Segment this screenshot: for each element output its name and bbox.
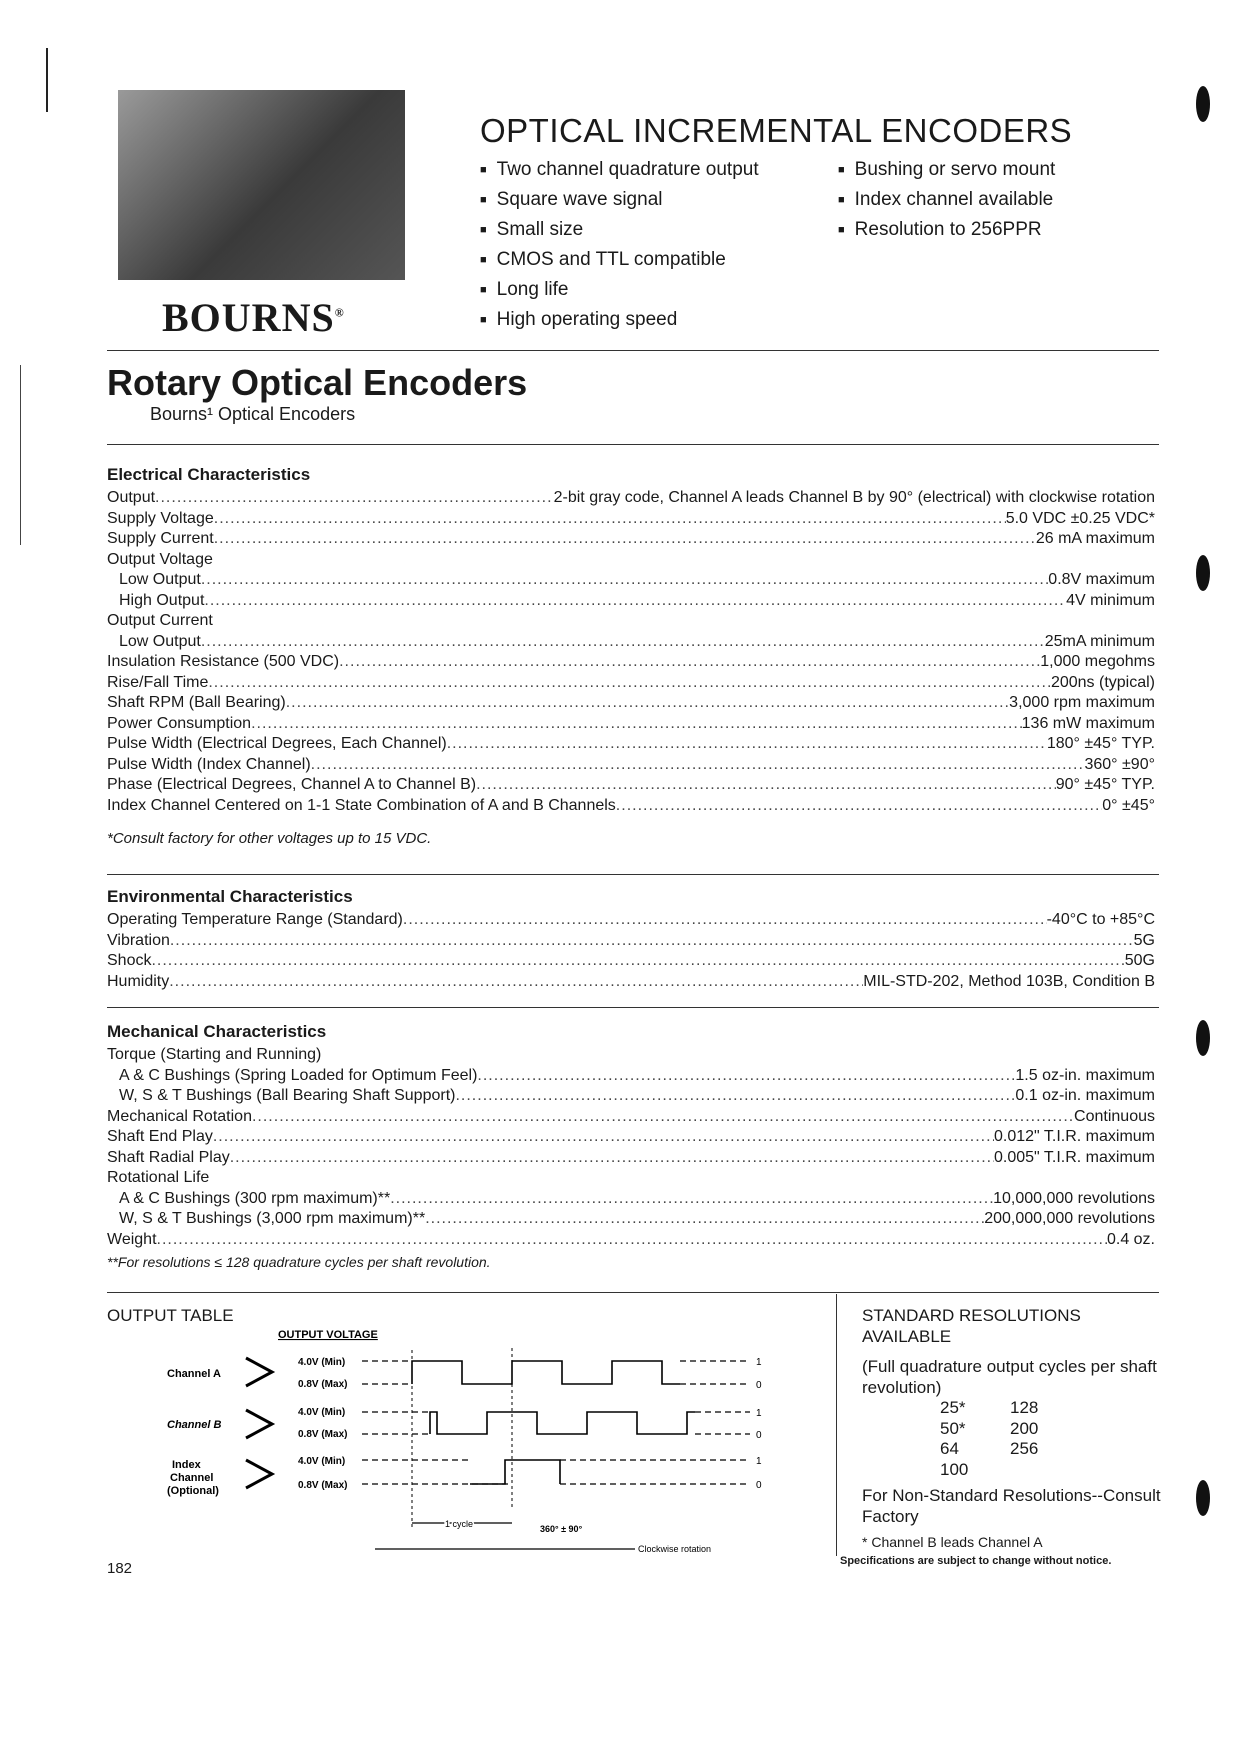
leader-dots — [425, 1209, 984, 1230]
spec-value: 5.0 VDC ±0.25 VDC* — [1005, 509, 1155, 527]
mechanical-characteristics — [107, 1022, 1155, 1270]
leader-dots — [204, 591, 1066, 612]
level-one: 1 — [756, 1408, 762, 1419]
index-label: Channel — [170, 1472, 214, 1484]
resolutions-grid — [940, 1398, 1162, 1480]
spec-label: Torque (Starting and Running) — [107, 1046, 322, 1063]
channel-a-waveform — [412, 1361, 680, 1384]
spec-row — [107, 714, 1155, 735]
spec-value: 1.5 oz-in. maximum — [1015, 1066, 1155, 1084]
spec-row — [107, 632, 1155, 653]
header-divider — [107, 350, 1159, 351]
spec-row — [107, 488, 1155, 509]
leader-dots — [311, 755, 1085, 776]
spec-row — [107, 1230, 1155, 1251]
scan-mark — [46, 48, 48, 112]
spec-value: 4V minimum — [1066, 591, 1155, 609]
cycle-label: 1 cycle — [445, 1519, 474, 1529]
spec-row — [107, 1107, 1155, 1128]
spec-value: 180° ±45° TYP. — [1046, 735, 1155, 752]
nonstandard-note: For Non-Standard Resolutions--Consult Factory — [862, 1486, 1161, 1526]
chevron-icon — [246, 1460, 272, 1488]
resolution-value: 64 — [940, 1439, 959, 1458]
spec-value: 26 mA maximum — [1035, 530, 1155, 547]
spec-label: Shaft End Play — [107, 1128, 213, 1145]
feature-item: ■ High operating speed — [480, 305, 759, 335]
spec-row — [107, 972, 1155, 993]
leader-dots — [252, 1107, 1074, 1128]
scan-mark — [20, 365, 21, 545]
level-zero: 0 — [756, 1380, 762, 1391]
voltage-high-label: 4.0V (Min) — [298, 1456, 346, 1467]
spec-label: High Output — [119, 591, 205, 609]
section-heading: Mechanical Characteristics — [107, 1022, 327, 1041]
feature-item: ■ Long life — [480, 275, 759, 305]
feature-item: ■ Resolution to 256PPR — [838, 215, 1055, 245]
spec-row — [107, 775, 1155, 796]
spec-label: Rise/Fall Time — [107, 673, 209, 691]
level-zero: 0 — [756, 1430, 762, 1441]
channel-b-label: Channel B — [167, 1419, 222, 1431]
spec-value: 0.8V maximum — [1048, 571, 1155, 588]
footnote: *Consult factory for other voltages up to 15 VDC. — [107, 830, 432, 847]
spec-label: Output — [107, 489, 156, 506]
level-one: 1 — [756, 1456, 762, 1467]
leader-dots — [477, 1066, 1015, 1087]
spec-value: 136 mW maximum — [1021, 714, 1155, 732]
resolutions-footnote: * Channel B leads Channel A — [862, 1534, 1043, 1550]
section-divider — [107, 1292, 1159, 1293]
voltage-high-label: 4.0V (Min) — [298, 1407, 346, 1418]
spec-value: -40°C to +85°C — [1046, 911, 1155, 928]
channel-a-label: Channel A — [167, 1368, 221, 1380]
spec-label: Rotational Life — [107, 1169, 210, 1186]
spec-label: W, S & T Bushings (Ball Bearing Shaft Support) — [119, 1087, 456, 1104]
spec-label: Low Output — [119, 571, 201, 588]
output-voltage-label: OUTPUT VOLTAGE — [278, 1329, 378, 1341]
resolutions-title: AVAILABLE — [862, 1326, 952, 1346]
punch-hole-mark — [1196, 1020, 1210, 1056]
spec-label: Weight — [107, 1230, 157, 1248]
leader-dots — [339, 652, 1040, 673]
electrical-characteristics — [107, 465, 1155, 847]
resolution-value: 200 — [1010, 1418, 1039, 1438]
spec-label: Pulse Width (Index Channel) — [107, 755, 311, 773]
spec-value: 200ns (typical) — [1050, 673, 1155, 691]
leader-dots — [208, 673, 1051, 694]
leader-dots — [251, 714, 1022, 735]
index-label: Index — [172, 1459, 201, 1471]
punch-hole-mark — [1196, 86, 1210, 122]
spec-label: A & C Bushings (Spring Loaded for Optimum Feel) — [119, 1066, 478, 1084]
leader-dots — [286, 693, 1009, 714]
spec-value: 10,000,000 revolutions — [993, 1189, 1155, 1207]
level-zero: 0 — [756, 1480, 762, 1491]
spec-label: Humidity — [107, 972, 170, 990]
resolution-value: 256 — [1010, 1439, 1039, 1458]
resolutions-desc: (Full quadrature output cycles per shaft revolution) — [862, 1357, 1157, 1397]
spec-label: Supply Current — [107, 530, 214, 547]
voltage-low-label: 0.8V (Max) — [298, 1379, 348, 1390]
spec-label: Output Voltage — [107, 550, 213, 568]
spec-label: Insulation Resistance (500 VDC) — [107, 653, 340, 670]
spec-row — [107, 1189, 1155, 1210]
voltage-low-label: 0.8V (Max) — [298, 1480, 348, 1491]
spec-row — [107, 693, 1155, 714]
voltage-high-label: 4.0V (Min) — [298, 1357, 346, 1368]
disclaimer: Specifications are subject to change without notice. — [840, 1555, 1112, 1567]
leader-dots — [447, 734, 1047, 755]
leader-dots — [214, 529, 1036, 550]
resolution-value: 25* — [940, 1398, 966, 1417]
spec-label: Shaft Radial Play — [107, 1148, 230, 1166]
spec-label: Pulse Width (Electrical Degrees, Each Channel) — [107, 735, 447, 752]
spec-value: MIL-STD-202, Method 103B, Condition B — [863, 972, 1155, 990]
spec-value: 5G — [1133, 931, 1155, 949]
spec-row — [107, 951, 1155, 972]
level-one: 1 — [756, 1357, 762, 1368]
page-subtitle: Bourns¹ Optical Encoders — [150, 404, 356, 424]
leader-dots — [230, 1148, 994, 1169]
spec-value: 0.005" T.I.R. maximum — [994, 1148, 1155, 1166]
leader-dots — [157, 1230, 1107, 1251]
spec-row — [107, 591, 1155, 612]
spec-value: Continuous — [1074, 1107, 1155, 1125]
leader-dots — [213, 1127, 994, 1148]
channel-b-waveform — [430, 1412, 695, 1434]
spec-label: Shaft RPM (Ball Bearing) — [107, 694, 286, 711]
spec-value: 0.1 oz-in. maximum — [1015, 1087, 1155, 1104]
spec-row — [107, 1127, 1155, 1148]
spec-row — [107, 1086, 1155, 1107]
spec-row — [107, 755, 1155, 776]
bourns-logo: BOURNS® — [162, 295, 345, 340]
spec-row — [107, 734, 1155, 755]
output-waveform-diagram — [150, 1320, 790, 1560]
spec-value: 360° ±90° — [1084, 755, 1155, 773]
resolution-value — [1010, 1460, 1070, 1481]
spec-value: 0.4 oz. — [1106, 1230, 1155, 1248]
spec-row — [107, 550, 1155, 571]
spec-row — [107, 529, 1155, 550]
leader-dots — [214, 509, 1006, 530]
spec-list — [107, 488, 1155, 816]
footnote: **For resolutions ≤ 128 quadrature cycles per shaft revolution. — [107, 1254, 491, 1270]
leader-dots — [201, 632, 1045, 653]
section-heading: Electrical Characteristics — [107, 465, 311, 484]
spec-label: W, S & T Bushings (3,000 rpm maximum)** — [119, 1210, 426, 1227]
feature-item: ■ Square wave signal — [480, 185, 759, 215]
spec-row — [107, 652, 1155, 673]
features-left — [480, 155, 759, 335]
spec-row — [107, 931, 1155, 952]
rotation-label: Clockwise rotation — [638, 1544, 712, 1554]
spec-row — [107, 1066, 1155, 1087]
standard-resolutions — [862, 1306, 1162, 1527]
leader-dots — [403, 910, 1047, 931]
leader-dots — [476, 775, 1056, 796]
title-divider — [107, 444, 1159, 445]
index-label: (Optional) — [167, 1485, 219, 1497]
spec-row — [107, 1148, 1155, 1169]
feature-item: ■ Index channel available — [838, 185, 1055, 215]
features-right — [838, 155, 1055, 245]
leader-dots — [155, 488, 554, 509]
spec-value: 2-bit gray code, Channel A leads Channel B by 90° (electrical) with clockwise rotation — [553, 489, 1155, 506]
chevron-icon — [246, 1410, 272, 1438]
leader-dots — [151, 951, 1124, 972]
spec-list — [107, 1045, 1155, 1250]
spec-row — [107, 611, 1155, 632]
spec-label: Power Consumption — [107, 714, 252, 732]
spec-label: Phase (Electrical Degrees, Channel A to Channel B) — [107, 776, 477, 793]
output-table-title: OUTPUT TABLE — [107, 1306, 234, 1325]
spec-value: 50G — [1124, 952, 1155, 969]
punch-hole-mark — [1196, 555, 1210, 591]
spec-label: Shock — [107, 952, 152, 969]
leader-dots — [455, 1086, 1015, 1107]
spec-value: 200,000,000 revolutions — [984, 1210, 1155, 1227]
feature-item: ■ Two channel quadrature output — [480, 155, 759, 185]
leader-dots — [616, 796, 1102, 817]
spec-value: 3,000 rpm maximum — [1009, 694, 1155, 711]
spec-label: Output Current — [107, 612, 213, 629]
page-title: Rotary Optical Encoders — [107, 362, 528, 403]
resolution-value: 128 — [1010, 1398, 1039, 1417]
leader-dots — [390, 1189, 993, 1210]
spec-row — [107, 1168, 1155, 1189]
resolutions-title: STANDARD RESOLUTIONS — [862, 1306, 1081, 1325]
page-number: 182 — [107, 1560, 133, 1577]
environmental-characteristics — [107, 887, 1155, 992]
encoder-product-photo — [118, 90, 405, 280]
feature-item: ■ CMOS and TTL compatible — [480, 245, 759, 275]
index-waveform — [470, 1460, 560, 1484]
feature-item: ■ Small size — [480, 215, 759, 245]
spec-value: 90° ±45° TYP. — [1055, 776, 1155, 793]
spec-label: Vibration — [107, 931, 170, 949]
chevron-icon — [246, 1358, 272, 1386]
spec-value: 0.012" T.I.R. maximum — [994, 1128, 1155, 1145]
index-width-label: 360° ± 90° — [540, 1524, 583, 1534]
column-divider — [836, 1294, 837, 1556]
resolution-value: 100 — [940, 1459, 969, 1479]
spec-row — [107, 1209, 1155, 1230]
voltage-low-label: 0.8V (Max) — [298, 1429, 348, 1440]
leader-dots — [201, 570, 1048, 591]
spec-value: 1,000 megohms — [1040, 653, 1155, 670]
spec-label: Mechanical Rotation — [107, 1107, 252, 1125]
spec-list — [107, 910, 1155, 992]
spec-row — [107, 910, 1155, 931]
leader-dots — [169, 972, 863, 993]
spec-label: Supply Voltage — [107, 509, 214, 527]
spec-row — [107, 796, 1155, 817]
spec-row — [107, 570, 1155, 591]
spec-label: A & C Bushings (300 rpm maximum)** — [119, 1189, 391, 1207]
spec-row — [107, 1045, 1155, 1066]
punch-hole-mark — [1196, 1480, 1210, 1516]
section-divider — [107, 1007, 1159, 1008]
spec-label: Low Output — [119, 632, 201, 650]
spec-label: Operating Temperature Range (Standard) — [107, 911, 403, 928]
spec-label: Index Channel Centered on 1-1 State Combination of A and B Channels — [107, 796, 616, 814]
spec-row — [107, 673, 1155, 694]
section-heading: Environmental Characteristics — [107, 887, 353, 906]
feature-item: ■ Bushing or servo mount — [838, 155, 1055, 185]
spec-value: 25mA minimum — [1044, 632, 1155, 650]
section-divider — [107, 874, 1159, 875]
spec-value: 0° ±45° — [1102, 796, 1155, 814]
leader-dots — [170, 931, 1134, 952]
spec-row — [107, 509, 1155, 530]
header-title: OPTICAL INCREMENTAL ENCODERS — [480, 112, 1073, 149]
resolution-value: 50* — [940, 1418, 966, 1438]
